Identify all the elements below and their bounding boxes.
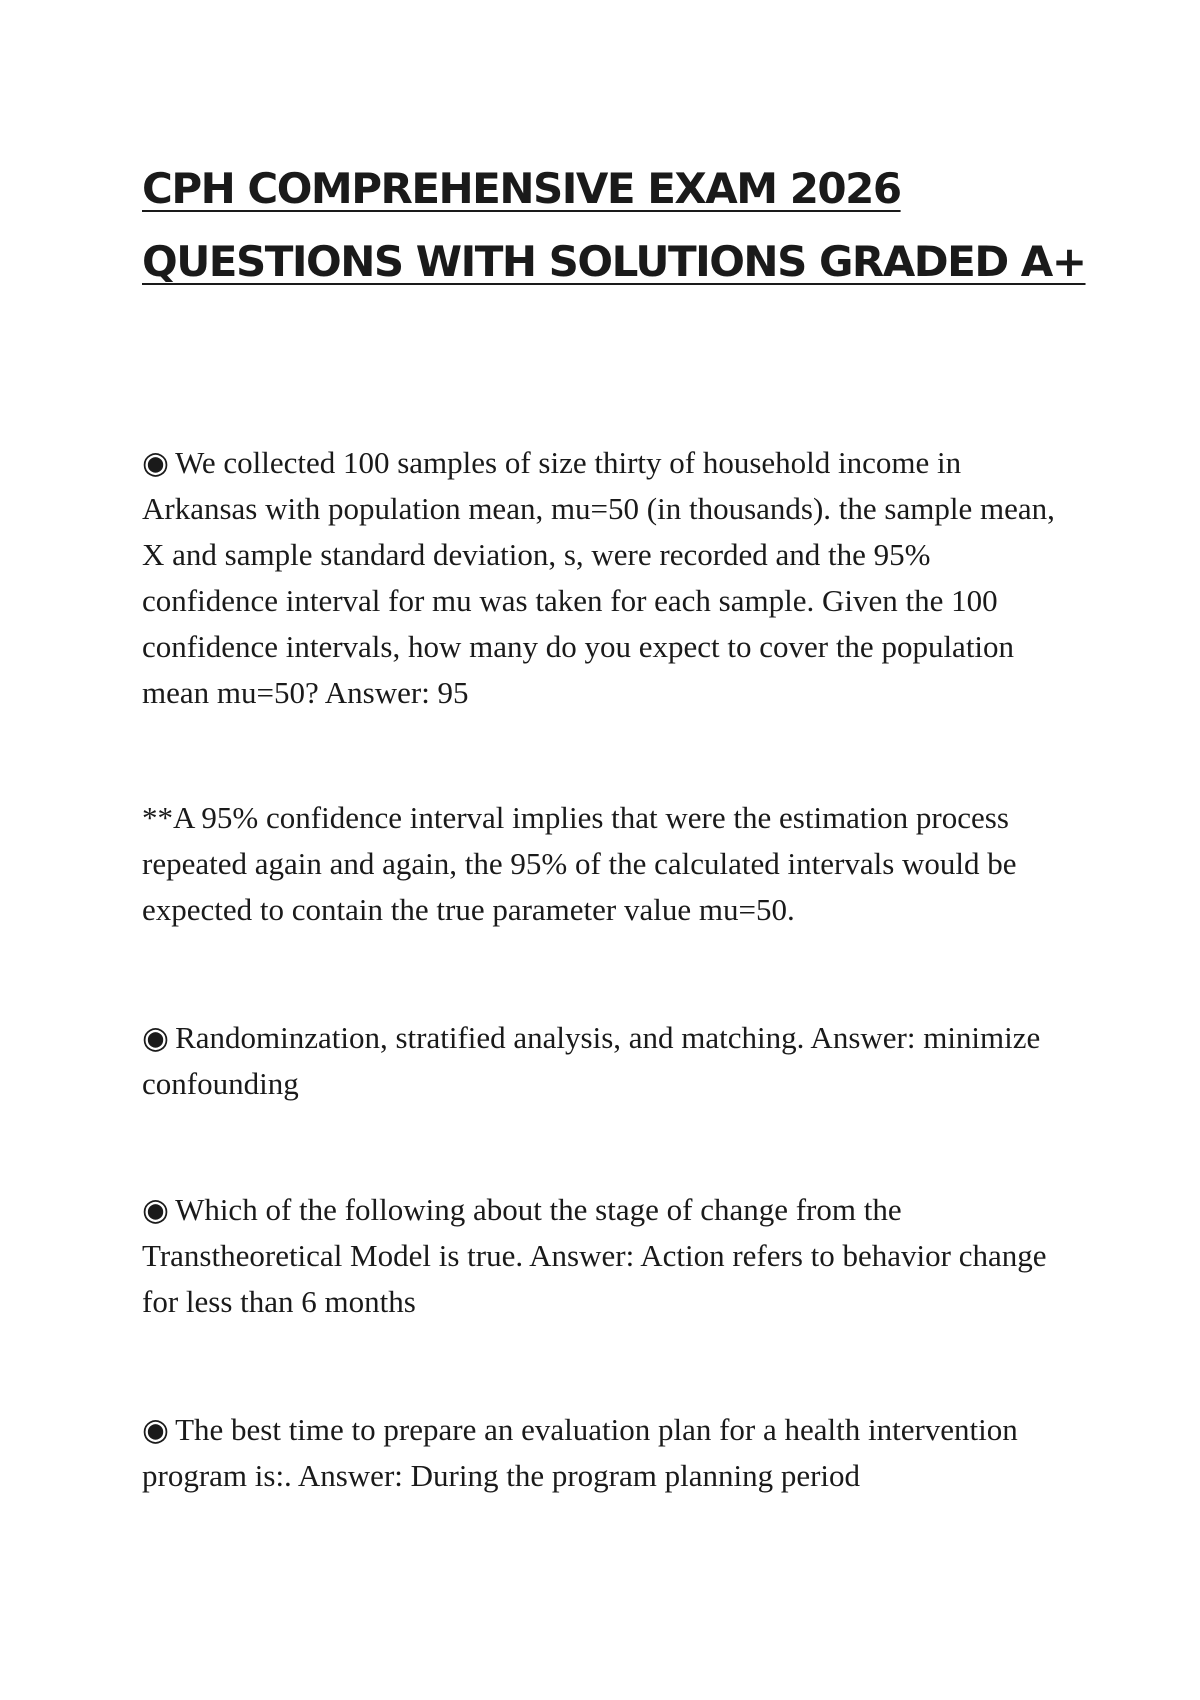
- question-item: [142, 1187, 1072, 1325]
- note-text: **A 95% confidence interval implies that were the estimation process repeated again and again, the 95% of the calculated intervals would be expected to contain the true parameter value mu=50.: [142, 800, 1017, 927]
- question-text: The best time to prepare an evaluation plan for a health intervention program is:. Answer: During the program planning period: [142, 1412, 1018, 1493]
- bullet-icon: ◉: [142, 445, 170, 480]
- question-text: Randominzation, stratified analysis, and matching. Answer: minimize confounding: [142, 1020, 1041, 1101]
- explanation-note: [142, 795, 1072, 933]
- question-item: [142, 440, 1072, 716]
- bullet-icon: ◉: [142, 1192, 170, 1227]
- bullet-icon: ◉: [142, 1020, 170, 1055]
- title-line-2: QUESTIONS WITH SOLUTIONS GRADED A+: [142, 237, 1086, 286]
- title-line-1: CPH COMPREHENSIVE EXAM 2026: [142, 164, 901, 213]
- question-item: [142, 1015, 1072, 1107]
- document-title: [142, 152, 1142, 298]
- question-item: [142, 1407, 1072, 1499]
- bullet-icon: ◉: [142, 1412, 170, 1447]
- question-text: We collected 100 samples of size thirty of household income in Arkansas with population mean, mu=50 (in thousands). the sample mean, X and sample standard deviation, s, were recorded and the 95% confidence interval for mu was taken for each sample. Given the 100 confidence intervals, how many do you expect to cover the population mean mu=50? Answer: 95: [142, 445, 1055, 710]
- question-text: Which of the following about the stage of change from the Transtheoretical Model is true. Answer: Action refers to behavior change for less than 6 months: [142, 1192, 1047, 1319]
